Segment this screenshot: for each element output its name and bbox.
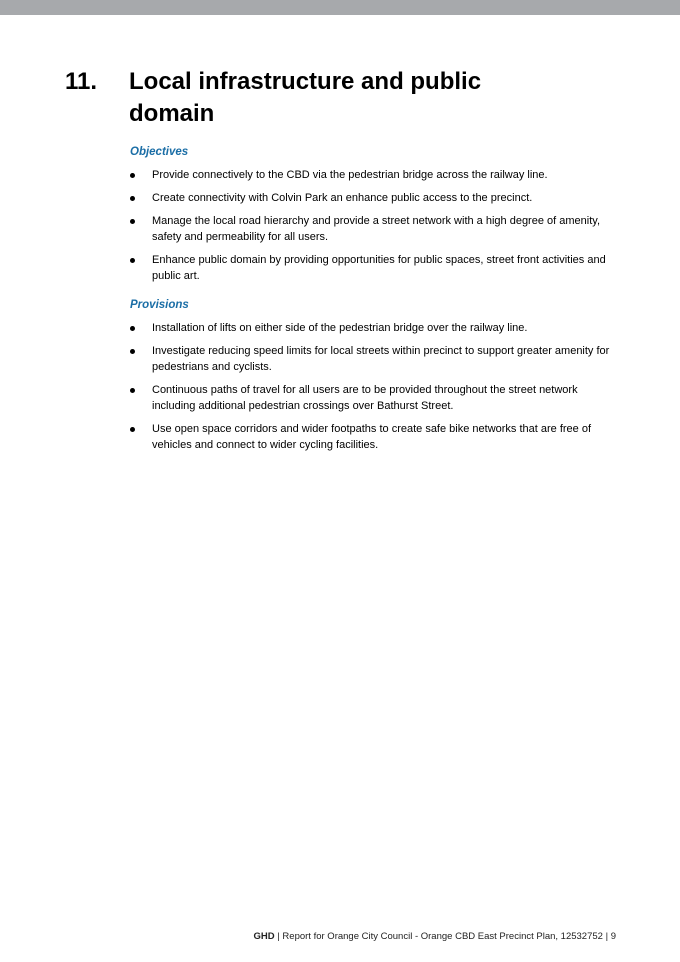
- list-item-text: Enhance public domain by providing opportunities for public spaces, street front activities and public art.: [152, 254, 606, 282]
- bullet-icon: [130, 258, 135, 263]
- list-item-text: Continuous paths of travel for all users are to be provided throughout the street network including additional pedestrian crossings over Bathurst Street.: [152, 384, 578, 412]
- top-header-bar: [0, 0, 680, 15]
- page-footer: [254, 931, 616, 943]
- bullet-icon: [130, 196, 135, 201]
- list-item-text: Investigate reducing speed limits for local streets within precinct to support greater amenity for pedestrians and cyclists.: [152, 345, 610, 373]
- list-item-text: Create connectivity with Colvin Park an enhance public access to the precinct.: [152, 192, 533, 204]
- bullet-icon: [130, 388, 135, 393]
- bullet-icon: [130, 326, 135, 331]
- bullet-icon: [130, 219, 135, 224]
- objectives-heading: Objectives: [130, 146, 189, 158]
- list-item: [130, 190, 620, 206]
- footer-separator: |: [605, 931, 609, 942]
- list-item-text: Installation of lifts on either side of the pedestrian bridge over the railway line.: [152, 322, 528, 334]
- objectives-list: [130, 167, 620, 284]
- list-item: [130, 343, 620, 375]
- list-item: [130, 421, 620, 453]
- bullet-icon: [130, 427, 135, 432]
- list-item-text: Provide connectively to the CBD via the pedestrian bridge across the railway line.: [152, 169, 548, 181]
- list-item: [130, 382, 620, 414]
- list-item: [130, 252, 620, 284]
- list-item-text: Manage the local road hierarchy and provide a street network with a high degree of amenity, safety and permeability for all users.: [152, 215, 600, 243]
- list-item-text: Use open space corridors and wider footpaths to create safe bike networks that are free of vehicles and connect to wider cycling facilities.: [152, 423, 592, 451]
- list-item: [130, 167, 620, 183]
- page-number: 9: [610, 931, 616, 942]
- bullet-icon: [130, 173, 135, 178]
- bullet-icon: [130, 349, 135, 354]
- footer-report-title: Report for Orange City Council - Orange CBD East Precinct Plan, 12532752: [282, 931, 603, 942]
- list-item: [130, 320, 620, 336]
- section-number: 11.: [65, 68, 98, 95]
- section-content: [130, 145, 620, 460]
- list-item: [130, 213, 620, 245]
- section-title: Local infrastructure and public domain: [129, 68, 482, 127]
- provisions-heading: Provisions: [130, 299, 189, 311]
- footer-brand: GHD: [253, 931, 275, 942]
- provisions-list: [130, 320, 620, 453]
- footer-separator: |: [277, 931, 280, 942]
